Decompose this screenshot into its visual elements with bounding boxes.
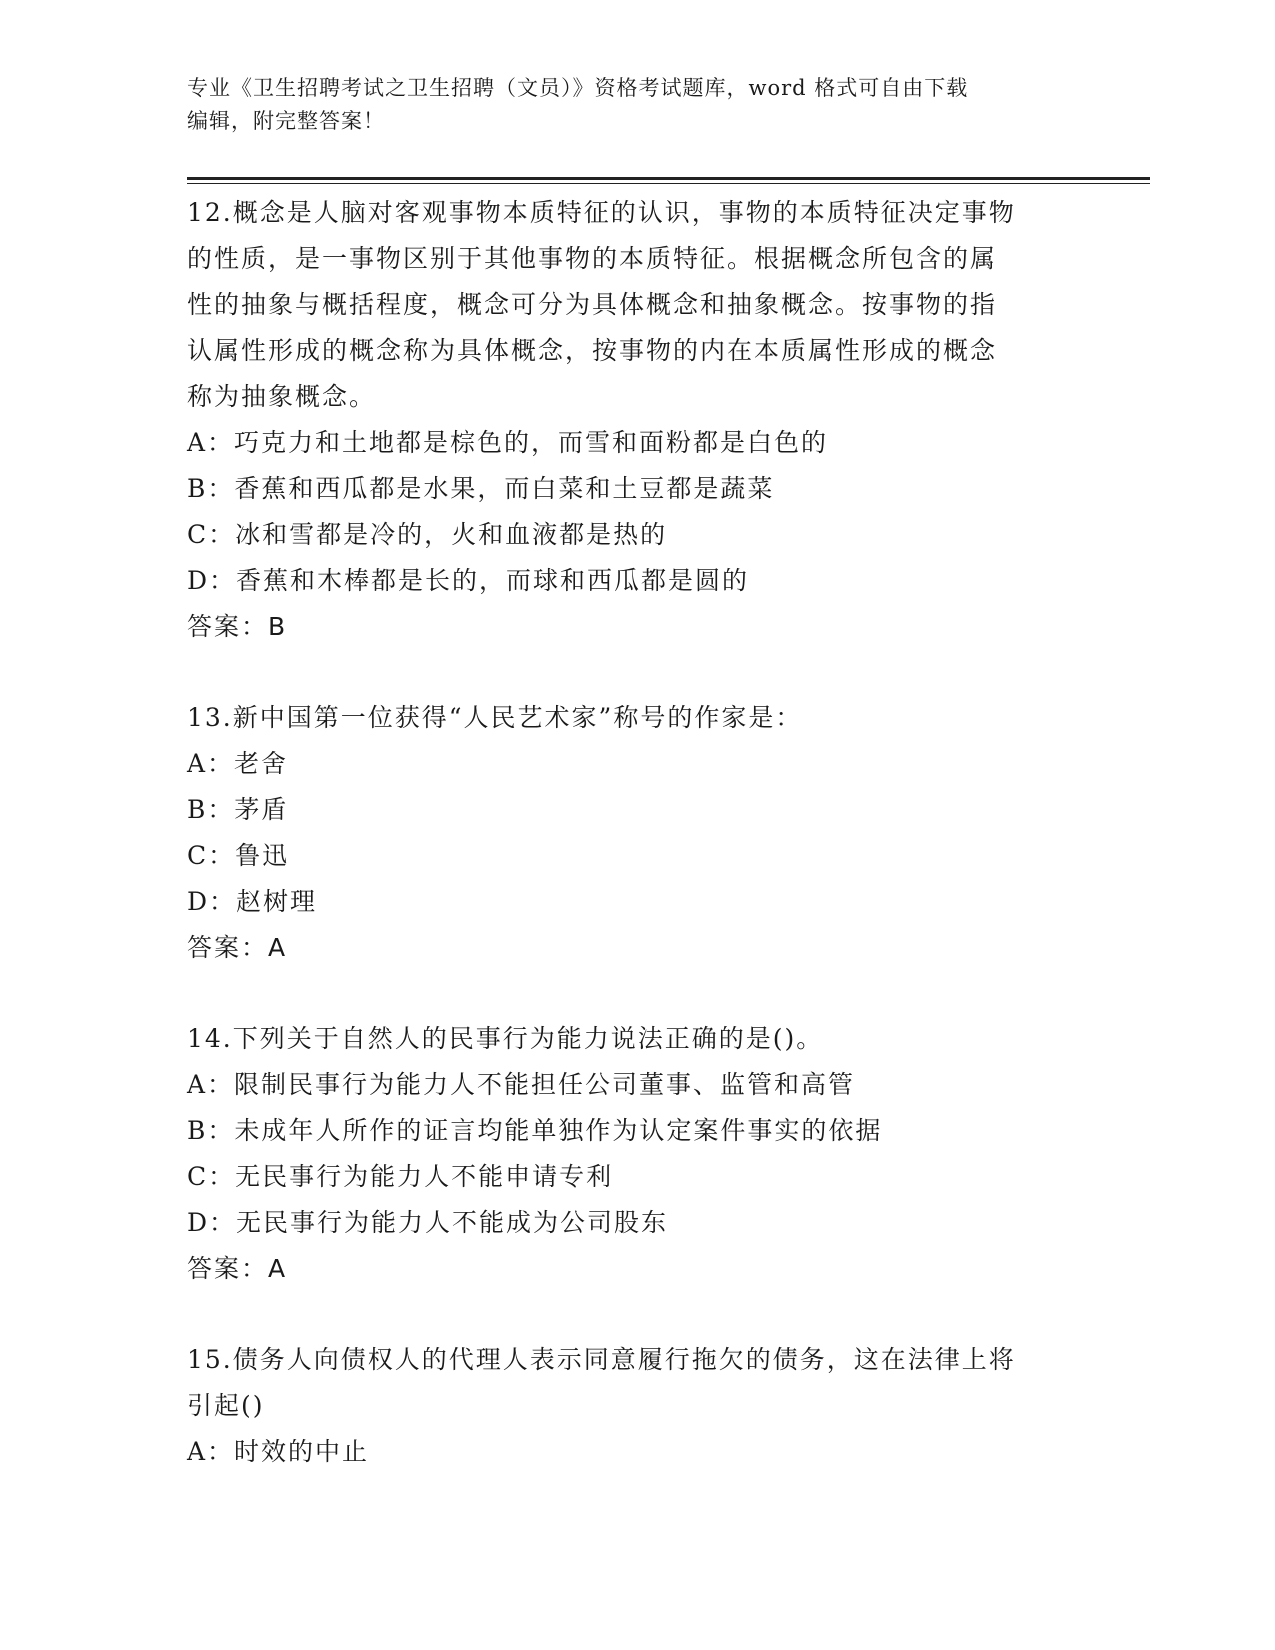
option-d: D：无民事行为能力人不能成为公司股东 xyxy=(187,1208,669,1237)
header-divider-thick xyxy=(187,177,1150,180)
option-b: B：茅盾 xyxy=(187,795,289,824)
question-12 xyxy=(187,190,1087,650)
question-stem-line: 性的抽象与概括程度，概念可分为具体概念和抽象概念。按事物的指 xyxy=(187,290,998,319)
question-stem-line: 称为抽象概念。 xyxy=(187,382,377,411)
question-stem-line: 12.概念是人脑对客观事物本质特征的认识，事物的本质特征决定事物 xyxy=(187,198,1016,227)
option-b: B：未成年人所作的证言均能单独作为认定案件事实的依据 xyxy=(187,1116,883,1145)
question-13 xyxy=(187,695,1087,971)
header-divider-thin xyxy=(187,183,1150,184)
question-stem-line: 的性质，是一事物区别于其他事物的本质特征。根据概念所包含的属 xyxy=(187,244,998,273)
answer-line: 答案：A xyxy=(187,933,288,962)
option-d: D：香蕉和木棒都是长的，而球和西瓜都是圆的 xyxy=(187,566,750,595)
option-a: A：时效的中止 xyxy=(187,1437,370,1466)
option-a: A：巧克力和土地都是棕色的，而雪和面粉都是白色的 xyxy=(187,428,829,457)
question-stem-line: 认属性形成的概念称为具体概念，按事物的内在本质属性形成的概念 xyxy=(187,336,998,365)
header-line-2: 编辑，附完整答案！ xyxy=(187,109,385,133)
document-header xyxy=(187,72,1087,138)
question-14 xyxy=(187,1016,1087,1292)
question-list xyxy=(187,190,1087,1475)
option-c: C：无民事行为能力人不能申请专利 xyxy=(187,1162,614,1191)
question-spacer xyxy=(187,650,1087,695)
option-a: A：限制民事行为能力人不能担任公司董事、监管和高管 xyxy=(187,1070,856,1099)
option-b: B：香蕉和西瓜都是水果，而白菜和土豆都是蔬菜 xyxy=(187,474,775,503)
option-c: C：冰和雪都是冷的，火和血液都是热的 xyxy=(187,520,668,549)
answer-line: 答案：B xyxy=(187,612,288,641)
question-15 xyxy=(187,1337,1087,1475)
question-stem-line: 13.新中国第一位获得“人民艺术家”称号的作家是： xyxy=(187,703,803,732)
option-c: C：鲁迅 xyxy=(187,841,290,870)
question-stem-line: 14.下列关于自然人的民事行为能力说法正确的是()。 xyxy=(187,1024,824,1053)
header-line-1: 专业《卫生招聘考试之卫生招聘（文员）》资格考试题库，word 格式可自由下载 xyxy=(187,76,969,100)
question-stem-line: 引起() xyxy=(187,1391,265,1420)
option-d: D：赵树理 xyxy=(187,887,318,916)
answer-line: 答案：A xyxy=(187,1254,288,1283)
option-a: A：老舍 xyxy=(187,749,289,778)
question-spacer xyxy=(187,971,1087,1016)
question-spacer xyxy=(187,1292,1087,1337)
question-stem-line: 15.债务人向债权人的代理人表示同意履行拖欠的债务，这在法律上将 xyxy=(187,1345,1016,1374)
